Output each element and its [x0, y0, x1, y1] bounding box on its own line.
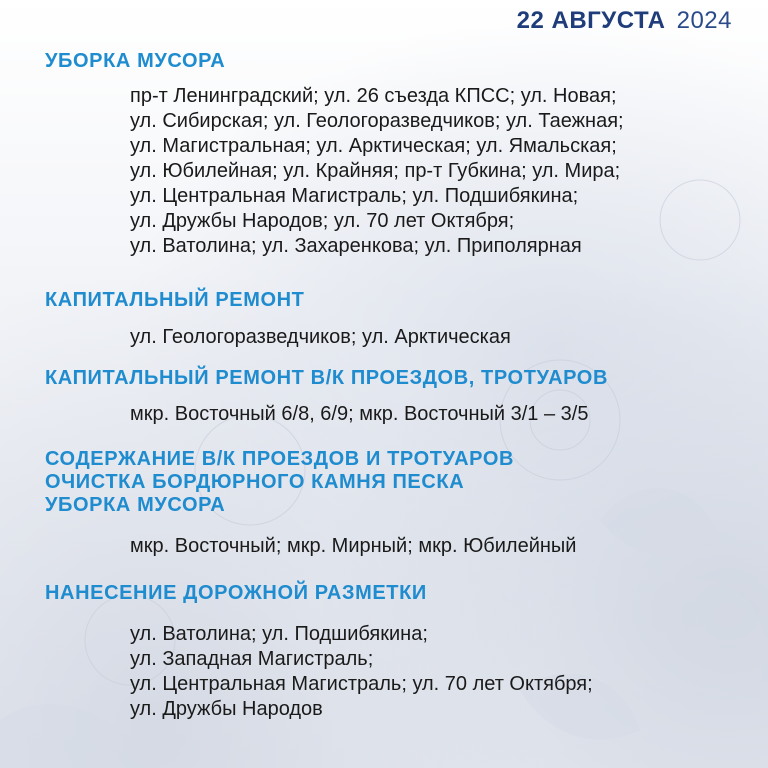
- street-list: [45, 402, 748, 427]
- street-line: ул. Ватолина; ул. Подшибякина;: [130, 623, 428, 645]
- street-line: ул. Западная Магистраль;: [130, 648, 374, 670]
- street-line: пр-т Ленинградский; ул. 26 съезда КПСС; ул. Новая;: [130, 85, 617, 107]
- street-list: [45, 622, 748, 722]
- section-heading: УБОРКА МУСОРА: [45, 50, 226, 72]
- street-line: мкр. Восточный; мкр. Мирный; мкр. Юбилейный: [130, 535, 577, 557]
- street-line: ул. Дружбы Народов: [130, 698, 323, 720]
- street-line: ул. Геологоразведчиков; ул. Арктическая: [130, 326, 511, 348]
- date-year: 2024: [676, 7, 732, 34]
- section-capital-repair-driveways: [45, 367, 748, 427]
- street-line: ул. Центральная Магистраль; ул. Подшибякина;: [130, 185, 579, 207]
- section-garbage-removal: [45, 50, 748, 259]
- section-heading: СОДЕРЖАНИЕ В/К ПРОЕЗДОВ И ТРОТУАРОВ: [45, 448, 515, 470]
- street-line: ул. Магистральная; ул. Арктическая; ул. Ямальская;: [130, 135, 617, 157]
- street-list: [45, 84, 748, 259]
- street-line: ул. Центральная Магистраль; ул. 70 лет Октября;: [130, 673, 593, 695]
- section-capital-repair: [45, 289, 748, 350]
- street-line: мкр. Восточный 6/8, 6/9; мкр. Восточный 3/1 – 3/5: [130, 403, 589, 425]
- street-line: ул. Сибирская; ул. Геологоразведчиков; ул. Таежная;: [130, 110, 624, 132]
- street-list: [45, 534, 748, 559]
- section-maintenance-cleaning: [45, 448, 748, 559]
- street-line: ул. Дружбы Народов; ул. 70 лет Октября;: [130, 210, 515, 232]
- section-heading: УБОРКА МУСОРА: [45, 494, 226, 516]
- section-heading: КАПИТАЛЬНЫЙ РЕМОНТ В/К ПРОЕЗДОВ, ТРОТУАРОВ: [45, 367, 608, 389]
- section-heading: КАПИТАЛЬНЫЙ РЕМОНТ: [45, 289, 305, 311]
- date-header: [517, 7, 732, 35]
- street-line: ул. Юбилейная; ул. Крайняя; пр-т Губкина; ул. Мира;: [130, 160, 621, 182]
- section-heading: НАНЕСЕНИЕ ДОРОЖНОЙ РАЗМЕТКИ: [45, 582, 427, 604]
- street-list: [45, 325, 748, 350]
- date-day-month: 22 АВГУСТА: [516, 7, 666, 34]
- section-heading: ОЧИСТКА БОРДЮРНОГО КАМНЯ ПЕСКА: [45, 471, 465, 493]
- street-line: ул. Ватолина; ул. Захаренкова; ул. Приполярная: [130, 235, 582, 257]
- section-road-marking: [45, 582, 748, 722]
